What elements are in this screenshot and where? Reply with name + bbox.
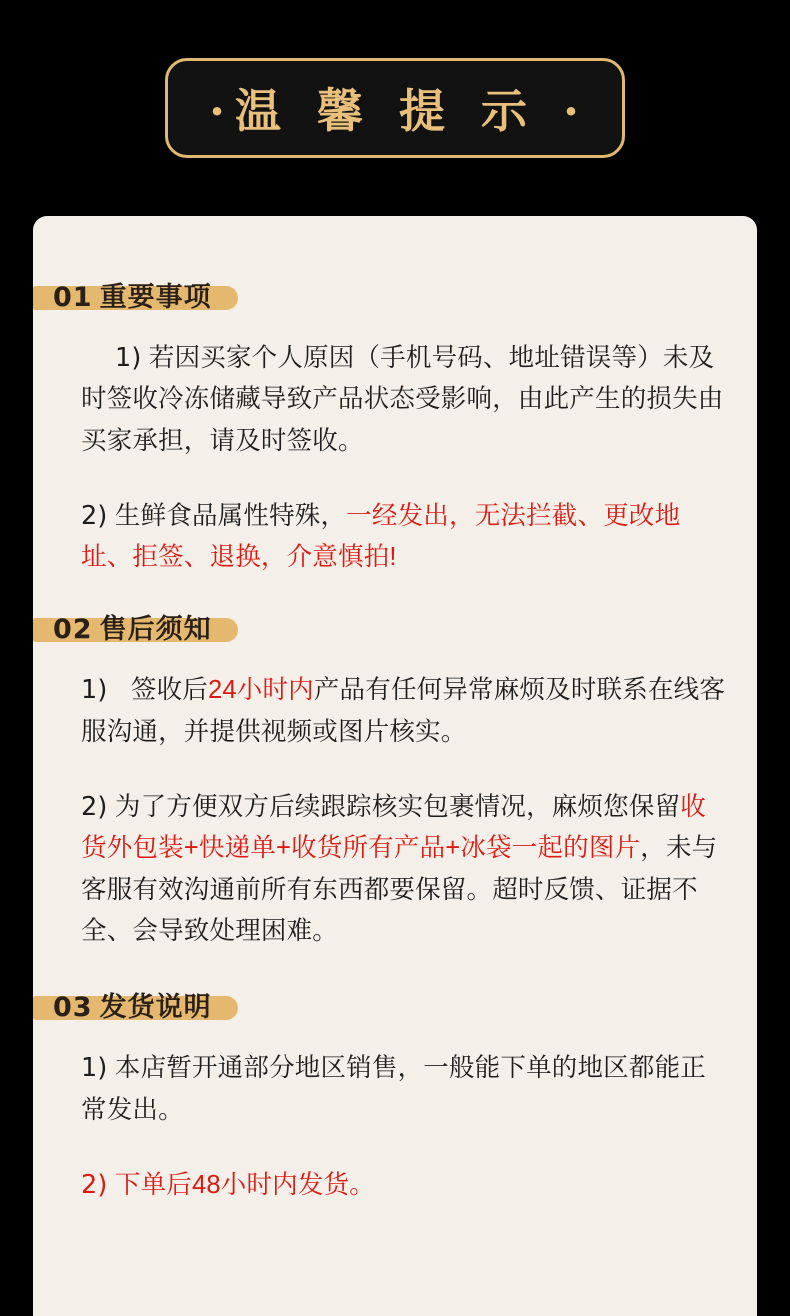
section-heading-3 [33,992,238,1024]
item-text-emphasis: 收货外包装+快递单+收货所有产品+冰袋一起的图片 [81,793,706,863]
list-item [81,1048,727,1131]
item-text: 若因买家个人原因（手机号码、地址错误等）未及时签收冷冻储藏导致产品状态受影响，由此产生的损失由买家承担，请及时签收。 [81,344,724,455]
list-item [81,787,727,952]
section-body-1 [33,338,757,578]
section-body-2 [33,670,757,952]
item-text: 生鲜食品属性特殊， [114,501,347,530]
item-text: ，未与客服有效沟通前所有东西都要保留。超时反馈、证据不全、会导致处理困难。 [81,834,718,945]
item-marker: 2) [81,500,108,531]
item-text-emphasis: 24小时内 [207,676,314,705]
item-marker: 2) [81,792,108,823]
item-marker: 1) [81,675,108,706]
section-heading-row-3 [33,992,757,1024]
section-title-3: 发货说明 [99,992,212,1023]
notice-card [33,216,757,1316]
section-heading-row-1 [33,282,757,313]
item-text: 签收后 [130,676,208,705]
list-item [81,1165,727,1206]
item-text: 本店暂开通部分地区销售，一般能下单的地区都能正常发出。 [81,1054,706,1124]
item-marker: 2) [81,1169,108,1200]
item-text-emphasis: 一经发出，无法拦截、更改地址、拒签、退换，介意慎拍! [81,501,681,572]
list-item [81,496,727,579]
title-banner-wrapper [0,58,790,158]
section-heading-row-2 [33,614,757,646]
section-title-2: 售后须知 [99,614,212,645]
page-title: ·温 馨 提 示 · [208,84,590,138]
section-title-1: 重要事项 [99,282,212,312]
item-text: 产品有任何异常麻烦及时联系在线客服沟通，并提供视频或图片核实。 [81,676,726,746]
section-number-1: 01 [53,282,93,313]
section-heading-2 [33,614,238,646]
title-banner [165,58,625,158]
item-text-emphasis: 下单后48小时内发货。 [114,1170,375,1199]
item-text: 为了方便双方后续跟踪核实包裹情况，麻烦您保留 [114,793,681,822]
section-body-3 [33,1048,757,1206]
section-number-2: 02 [53,614,93,646]
item-marker: 1) [115,343,142,373]
list-item [81,338,727,462]
section-number-3: 03 [53,992,93,1024]
item-marker: 1) [81,1053,108,1084]
list-item [81,670,727,753]
section-heading-1 [33,282,238,313]
